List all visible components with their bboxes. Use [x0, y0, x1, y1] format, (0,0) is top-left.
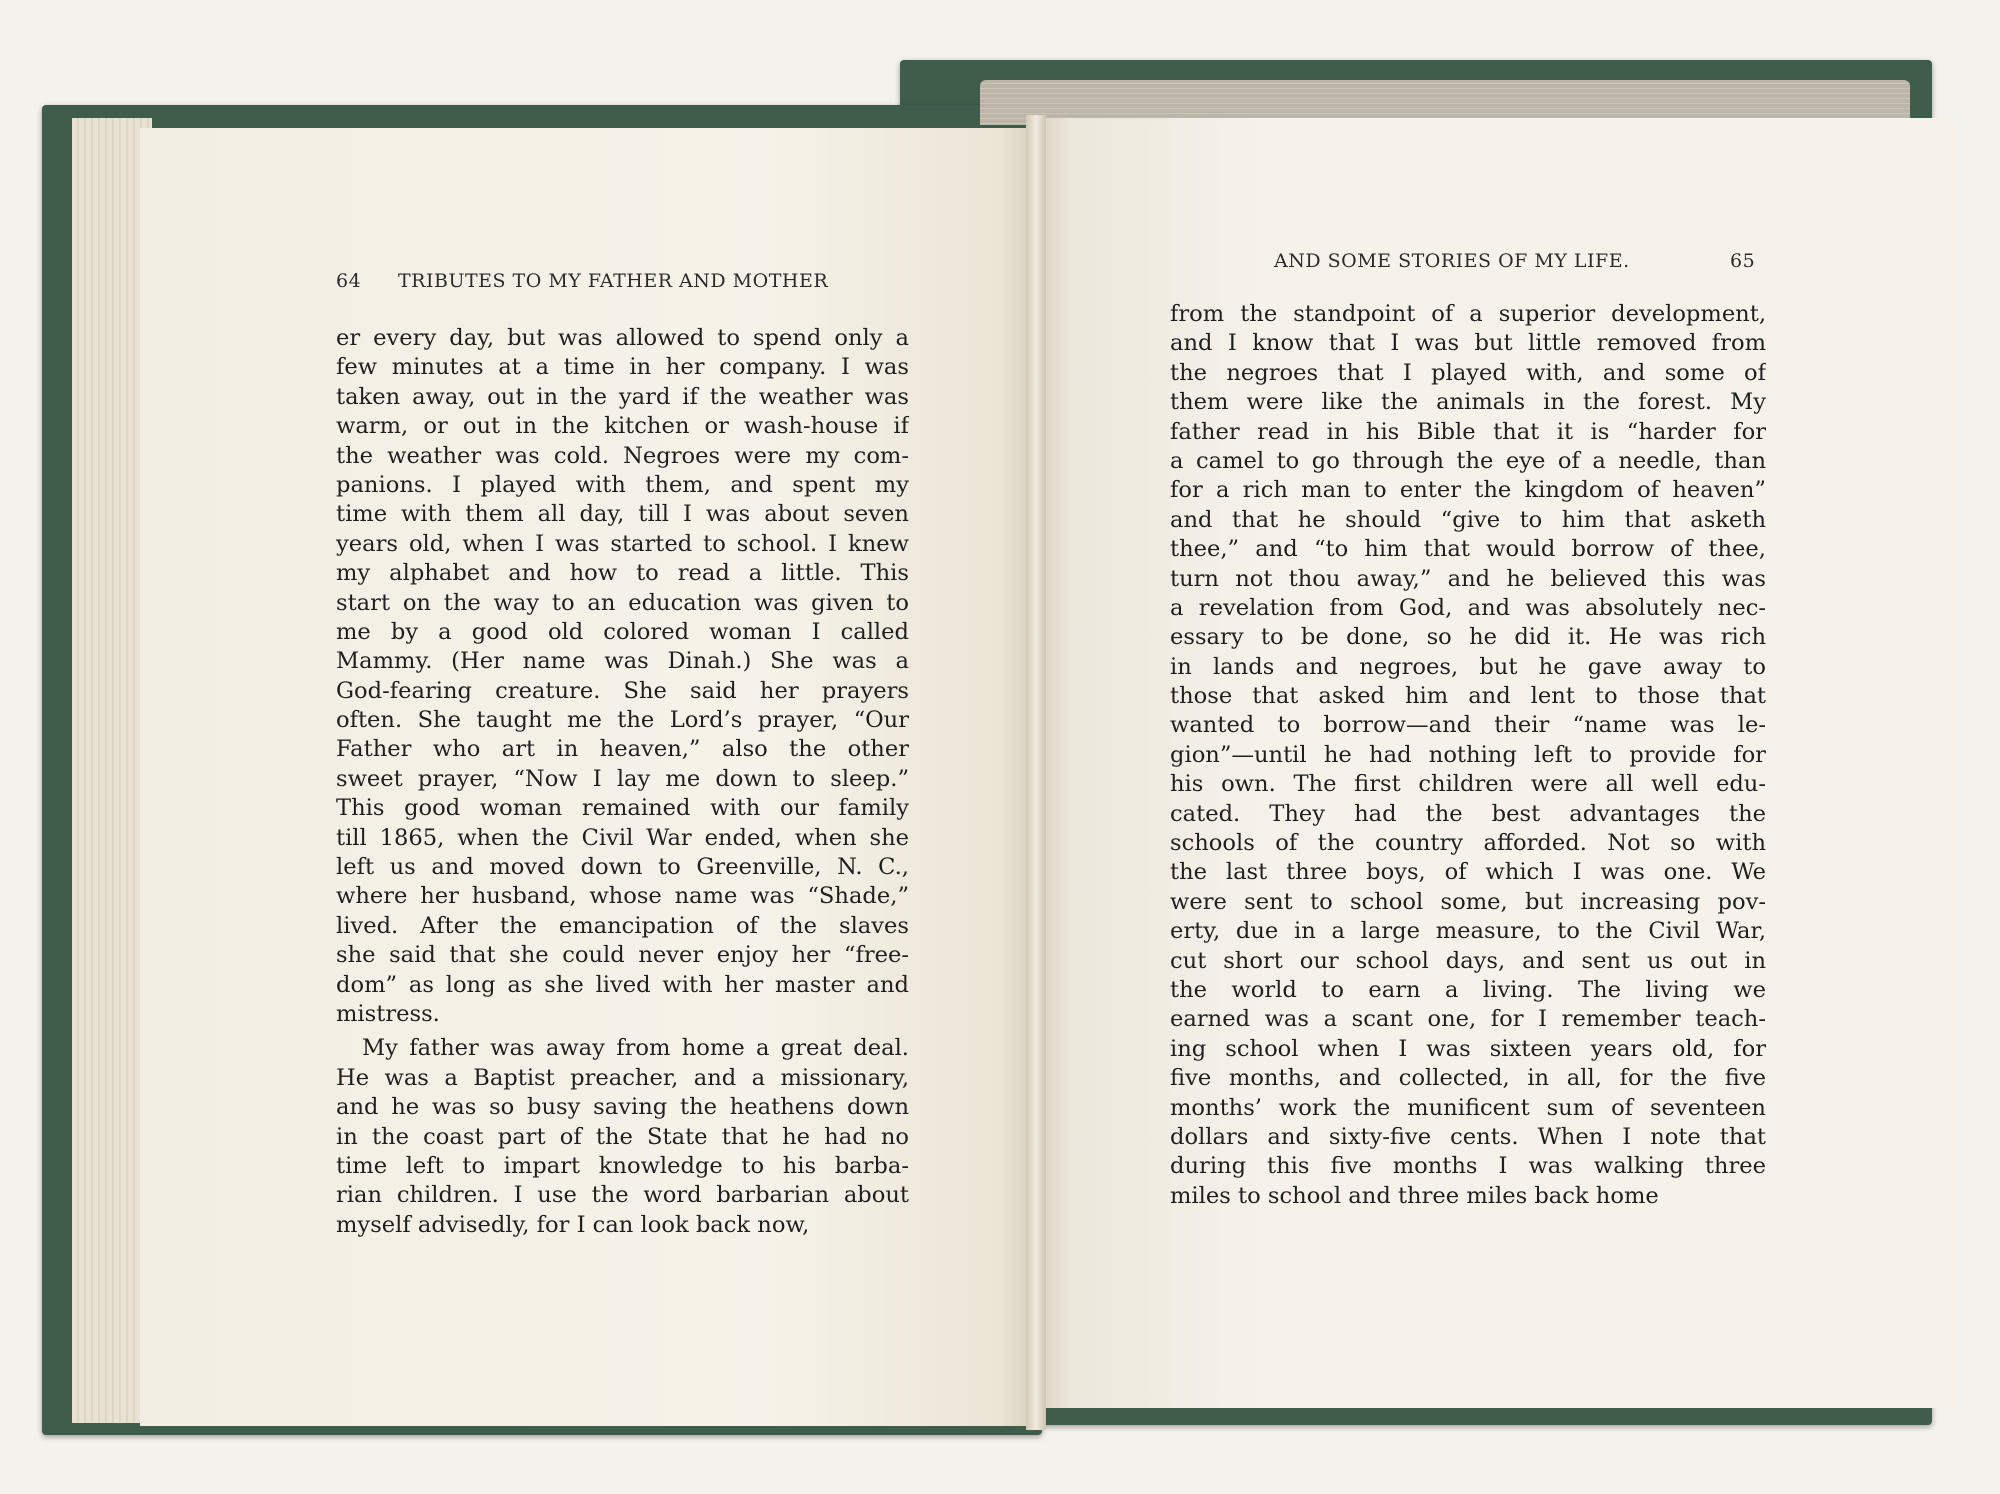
right-running-title: AND SOME STORIES OF MY LIFE. — [1274, 250, 1630, 272]
text-line: she said that she could never enjoy her “free- — [336, 942, 909, 969]
text-line: me by a good old colored woman I called — [336, 618, 909, 645]
text-line: Mammy. (Her name was Dinah.) She was a — [336, 648, 909, 675]
text-line: cut short our school days, and sent us out in — [1170, 947, 1766, 974]
text-line: till 1865, when the Civil War ended, when she — [336, 824, 909, 851]
text-line: er every day, but was allowed to spend only a — [336, 325, 909, 351]
text-line: time with them all day, till I was about seven — [336, 501, 909, 528]
text-line: the last three boys, of which I was one. We — [1170, 859, 1766, 886]
text-line: earned was a scant one, for I remember teach- — [1170, 1006, 1766, 1033]
text-line: during this five months I was walking three — [1170, 1153, 1766, 1180]
text-line: myself advisedly, for I can look back now, — [336, 1211, 810, 1238]
text-line: lived. After the emancipation of the slaves — [336, 912, 909, 939]
text-line: rian children. I use the word barbarian about — [336, 1182, 909, 1209]
text-line: and that he should “give to him that asketh — [1170, 506, 1766, 533]
text-line: years old, when I was started to school. I knew — [336, 530, 909, 557]
text-line: often. She taught me the Lord’s prayer, “Our — [336, 707, 909, 734]
text-line: mistress. — [336, 1000, 440, 1027]
text-line: few minutes at a time in her company. I was — [336, 354, 909, 381]
text-line: He was a Baptist preacher, and a missionary, — [336, 1064, 909, 1091]
text-line: wanted to borrow—and their “name was le- — [1170, 712, 1766, 739]
text-line: five months, and collected, in all, for the five — [1170, 1065, 1766, 1092]
text-line: in the coast part of the State that he had no — [336, 1123, 909, 1150]
text-line: essary to be done, so he did it. He was rich — [1170, 624, 1766, 651]
book-gutter — [1026, 115, 1046, 1430]
text-line: gion”—until he had nothing left to provide for — [1170, 741, 1766, 768]
text-line: a revelation from God, and was absolutely nec- — [1170, 594, 1766, 621]
text-line: thee,” and “to him that would borrow of thee, — [1170, 536, 1766, 563]
text-line: schools of the country afforded. Not so with — [1170, 830, 1766, 857]
text-line: and I know that I was but little removed from — [1170, 330, 1766, 357]
text-line: where her husband, whose name was “Shade,” — [336, 883, 909, 910]
text-line: dom” as long as she lived with her master and — [336, 971, 909, 998]
text-line: them were like the animals in the forest. My — [1170, 389, 1766, 416]
right-page-number: 65 — [1730, 250, 1756, 272]
text-line: cated. They had the best advantages the — [1170, 800, 1766, 827]
text-line: Father who art in heaven,” also the other — [336, 736, 909, 763]
text-line: This good woman remained with our family — [336, 795, 909, 822]
text-line: months’ work the munificent sum of seventeen — [1170, 1094, 1766, 1121]
text-line: the weather was cold. Negroes were my com- — [336, 442, 909, 469]
text-line: father read in his Bible that it is “harder for — [1170, 418, 1766, 445]
text-line: time left to impart knowledge to his barba- — [336, 1152, 909, 1179]
text-line: turn not thou away,” and he believed this was — [1170, 565, 1766, 592]
right-page-text — [1170, 300, 1766, 1211]
text-line: dollars and sixty-five cents. When I note that — [1170, 1123, 1766, 1150]
text-line: from the standpoint of a superior development, — [1170, 301, 1766, 327]
text-line: were sent to school some, but increasing pov- — [1170, 888, 1766, 915]
text-line: miles to school and three miles back home — [1170, 1182, 1659, 1209]
text-line: the world to earn a living. The living we — [1170, 976, 1766, 1003]
text-line: God-fearing creature. She said her prayers — [336, 677, 909, 704]
text-line: in lands and negroes, but he gave away to — [1170, 653, 1766, 680]
text-line: and he was so busy saving the heathens down — [336, 1094, 909, 1121]
text-line: left us and moved down to Greenville, N. C., — [336, 854, 909, 881]
text-line: warm, or out in the kitchen or wash-house if — [336, 413, 909, 440]
text-line: his own. The first children were all well edu- — [1170, 771, 1766, 798]
left-page-text — [336, 324, 909, 1240]
text-line: for a rich man to enter the kingdom of heaven” — [1170, 477, 1766, 504]
text-line: my alphabet and how to read a little. This — [336, 560, 909, 587]
left-page-number: 64 — [336, 270, 362, 292]
text-line: a camel to go through the eye of a needle, than — [1170, 447, 1766, 474]
text-line: My father was away from home a great deal. — [362, 1035, 909, 1062]
text-line: those that asked him and lent to those that — [1170, 683, 1766, 710]
text-line: panions. I played with them, and spent my — [336, 471, 909, 498]
text-line: erty, due in a large measure, to the Civil War, — [1170, 918, 1766, 945]
text-line: the negroes that I played with, and some of — [1170, 359, 1766, 386]
text-line: sweet prayer, “Now I lay me down to sleep.” — [336, 765, 909, 792]
text-line: taken away, out in the yard if the weather was — [336, 383, 909, 410]
left-running-title: TRIBUTES TO MY FATHER AND MOTHER — [398, 270, 829, 292]
text-line: start on the way to an education was given to — [336, 589, 909, 616]
text-line: ing school when I was sixteen years old, for — [1170, 1035, 1766, 1062]
